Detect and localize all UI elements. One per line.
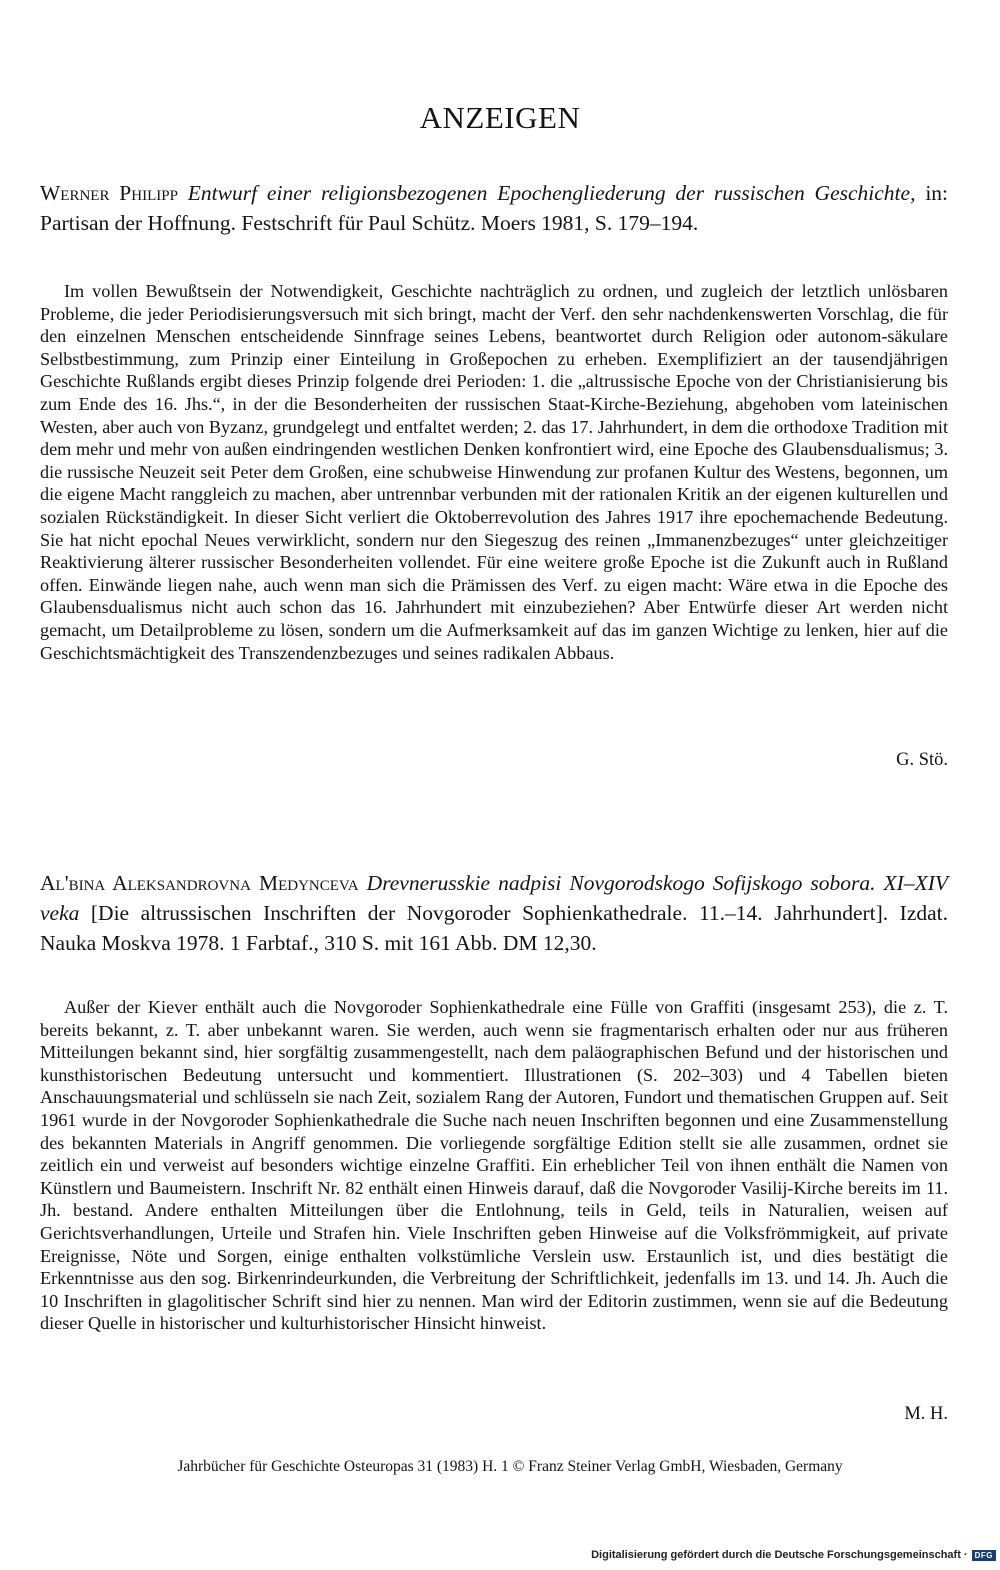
review-heading-1 <box>40 178 948 238</box>
digitization-note <box>591 1549 996 1561</box>
review-signature-1: G. Stö. <box>896 750 948 770</box>
review-body-1: Im vollen Bewußtsein der Notwendigkeit, Geschichte nachträglich zu ordnen, und zugleich der letztlich unlösbaren Probleme, die jeder Periodisierungsversuch mit sich bringt, macht der Verf. den sehr nachdenkenswerten Vorschlag, die für den einzelnen Menschen entscheidende Sinnfrage seines Lebens, beantwortet durch Religion oder autonom-säkulare Selbstbestimmung, zum Prinzip einer Einteilung in Großepochen zu erheben. Exemplifiziert an der tausendjährigen Geschichte Rußlands ergibt dieses Prinzip folgende drei Perioden: 1. die „altrussische Epoche von der Christianisierung bis zum Ende des 16. Jhs.“, in der die Besonderheiten der russischen Staat-Kirche-Beziehung, abgehoben vom lateinischen Westen, aber auch von Byzanz, grundgelegt und entfaltet werden; 2. das 17. Jahrhundert, in dem die orthodoxe Tradition mit dem mehr und mehr von außen eindringenden westlichen Denken konfrontiert wird, eine Epoche des Glaubensdualismus; 3. die russische Neuzeit seit Peter dem Großen, eine schubweise Hinwendung zur profanen Kultur des Westens, begonnen, um die eigene Macht ranggleich zu machen, aber untrennbar verbunden mit der rationalen Kritik an der eigenen kulturellen und sozialen Rückständigkeit. In dieser Sicht verliert die Oktoberrevolution des Jahres 1917 ihre epochemachende Bedeutung. Sie hat nicht epochal Neues verwirklicht, sondern nur den Siegeszug des reinen „Immanenzbezuges“ unter gleichzeitiger Reaktivierung älterer russischer Besonderheiten vollendet. Für eine weitere große Epoche ist die Zukunft auch in Rußland offen. Einwände liegen nahe, auch wenn man sich die Prämissen des Verf. zu eigen macht: Wäre etwa in die Epoche des Glaubensdualismus nicht auch schon das 16. Jahrhundert mit einzubeziehen? Aber Entwürfe dieser Art werden nicht gemacht, um Detailprobleme zu lösen, sondern um die Aufmerksamkeit auf das im ganzen Wichtige zu lenken, hier auf die Geschichtsmächtigkeit des Transzendenzbezuges und seines radikalen Abbaus. <box>40 281 948 663</box>
review-publication: in: Partisan der Hoffnung. Festschrift für Paul Schütz. Moers 1981, S. 179–194. <box>40 181 949 235</box>
digitization-text: Digitalisierung gefördert durch die Deutsche Forschungsgemeinschaft · <box>591 1549 968 1561</box>
footer-citation: Jahrbücher für Geschichte Osteuropas 31 (1983) H. 1 © Franz Steiner Verlag GmbH, Wiesbaden, Germany <box>177 1458 843 1475</box>
review-book-title: Drevnerusskie nadpisi Novgorodskogo Sofijskogo sobora. XI–XIV veka <box>40 871 949 925</box>
review-body-2: Außer der Kiever enthält auch die Novgoroder Sophienkathedrale eine Fülle von Graffiti (insgesamt 253), die z. T. bereits bekannt, z. T. aber unbekannt waren. Sie werden, auch wenn sie fragmentarisch erhalten oder nur aus früheren Mitteilungen bekannt sind, hier sorgfältig zusammengestellt, nach dem paläographischen Befund und der historischen und kunsthistorischen Bedeutung untersucht und kommentiert. Illustrationen (S. 202–303) und 4 Tabellen bieten Anschauungsmaterial und schlüsseln sie nach Zeit, sozialem Rang der Autoren, Fundort und thematischen Gruppen auf. Seit 1961 wurde in der Novgoroder Sophienkathedrale die Suche nach neuen Inschriften begonnen und eine Zusammenstellung des bekannten Materials in Angriff genommen. Die vorliegende sorgfältige Edition stellt sie alle zusammen, ordnet sie zeitlich ein und verweist auf besonders wichtige einzelne Graffiti. Ein erheblicher Teil von ihnen enthält die Namen von Künstlern und Baumeistern. Inschrift Nr. 82 enthält einen Hinweis darauf, daß die Novgoroder Vasilij-Kirche bereits im 11. Jh. bestand. Andere enthalten Mitteilungen über die Entlohnung, teils in Geld, teils in Naturalien, weisen auf Gerichtsverhandlungen, Urteile und Strafen hin. Viele Inschriften geben Hinweise auf die Volksfrömmigkeit, auf private Ereignisse, Nöte und Sorgen, einige enthalten volkstümliche Verslein usw. Erstaunlich ist, und dies bestätigt die Erkenntnisse aus den sog. Birkenrindeurkunden, die Verbreitung der Schriftlichkeit, jedenfalls im 13. und 14. Jh. Auch die 10 Inschriften in glagolitischer Schrift sind hier zu nennen. Man wird der Editorin zustimmen, wenn sie auf die Bedeutung dieser Quelle in historischer und kulturhistorischer Hinsicht hinweist. <box>40 997 948 1334</box>
review-author: Werner Philipp <box>40 181 178 205</box>
review-signature-2: M. H. <box>904 1404 948 1424</box>
page-title: ANZEIGEN <box>419 100 581 135</box>
review-heading-2 <box>40 868 948 958</box>
review-author: Al'bina Aleksandrovna Medynceva <box>40 871 359 895</box>
dfg-logo-icon: DFG <box>972 1550 996 1561</box>
review-publication: [Die altrussischen Inschriften der Novgoroder Sophienkathedrale. 11.–14. Jahrhundert]. Izdat. Nauka Moskva 1978. 1 Farbtaf., 310 S. mit 161 Abb. DM 12,30. <box>40 901 949 955</box>
review-book-title: Entwurf einer religionsbezogenen Epochengliederung der russischen Geschichte, <box>187 181 916 205</box>
